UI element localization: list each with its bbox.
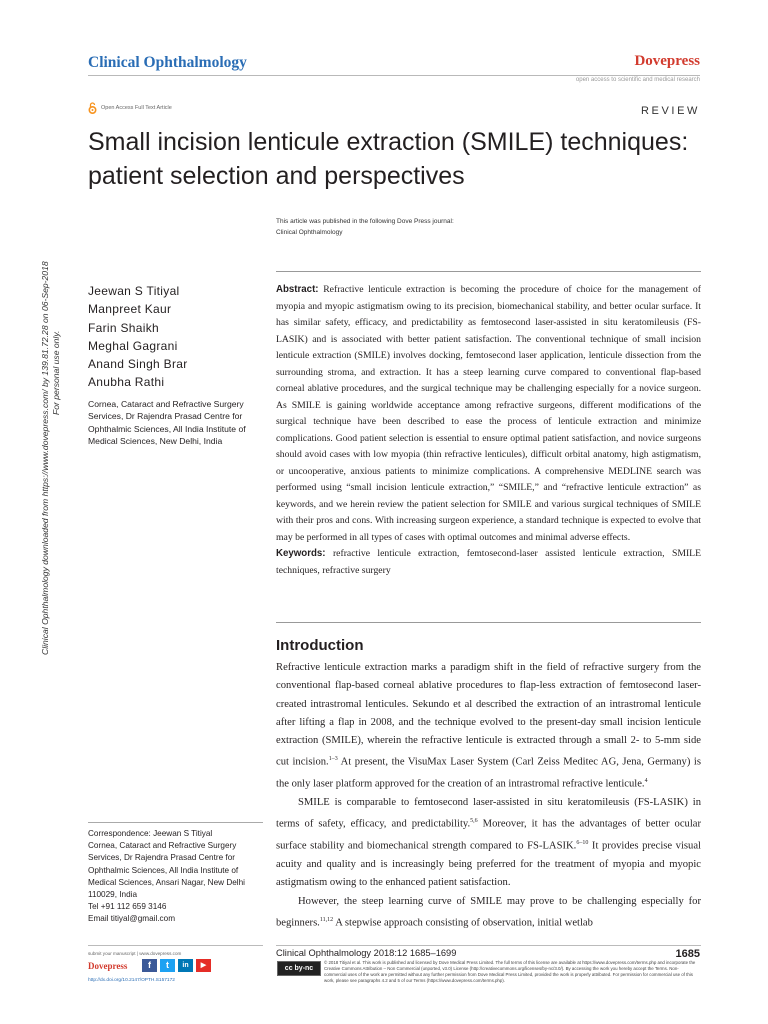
open-access-icon: [88, 102, 97, 114]
paragraph: Refractive lenticule extraction marks a paradigm shift in the field of refractive surgery from the conventional flap-based corneal ablative procedures to flap-less extraction of femtosecond laser-created intrastromal lenticules. Sekundo et al described the extraction of an intrastromal lenticule after lifting a flap in 2008, and the technique evolved to the present-day small incision lenticule extraction (SMILE), wherein the refractive lenticule is extracted through a small 2- to 5-mm side cut incision.$^{1-3}$ At present, the VisuMax Laser System (Carl Zeiss Meditec AG, Jena, Germany) is the only laser platform approved for the creation of an intrastromal refractive lenticule.$^4$: [276, 662, 701, 790]
citation-ref[interactable]: 1–3: [328, 756, 338, 763]
citation-line: Clinical Ophthalmology 2018:12 1685–1699: [276, 948, 457, 958]
paragraph: SMILE is comparable to femtosecond laser-assisted in situ keratomileusis (FS-LASIK) in terms of safety, efficacy, and predictability.$^{5,6}$ Moreover, it has the advantages of better ocular surface stability and biomechanical strength compared to FS-LASIK.$^{6-10}$ It provides precise visual acuity and quality and is increasingly being preferred for the treatment of myopia and myopic astigmatism owing to the enhanced patient satisfaction.: [276, 797, 701, 889]
author: Jeewan S Titiyal: [88, 284, 180, 298]
correspondence-label: Correspondence: Jeewan S Titiyal: [88, 829, 213, 838]
footer-rule: [88, 945, 263, 946]
download-watermark: [30, 205, 60, 655]
correspondence-email[interactable]: Email titiyal@gmail.com: [88, 914, 176, 924]
social-links: [142, 959, 211, 972]
creative-commons-icon[interactable]: cc by-nc: [277, 961, 321, 976]
footer-rule: [276, 945, 701, 946]
linkedin-icon[interactable]: in: [178, 959, 193, 972]
abstract: [276, 282, 701, 579]
citation-ref[interactable]: 4: [644, 778, 648, 785]
correspondence-tel: Tel +91 112 659 3146: [88, 902, 167, 912]
page-number: 1685: [675, 948, 700, 960]
published-note-line: This article was published in the following Dove Press journal:: [276, 218, 454, 225]
dovepress-logo[interactable]: Dovepress: [634, 53, 700, 69]
doi-link[interactable]: http://dx.doi.org/10.2147/OPTH.S157172: [88, 978, 175, 983]
personal-use-note: For personal use only.: [51, 330, 61, 415]
author: Farin Shaikh: [88, 320, 159, 335]
correspondence: [88, 828, 268, 926]
article-title: Small incision lenticule extraction (SMILE) techniques: patient selection and perspectives: [88, 128, 689, 190]
citation-ref[interactable]: 6–10: [576, 840, 589, 847]
abstract-text: Refractive lenticule extraction is becoming the procedure of choice for the management of myopia and myopic astigmatism owing to its precision, biomechanical stability, and better ocular surface. It has similar safety, efficacy, and predictability as femtosecond laser-assisted in situ keratomileusis (FS-LASIK) and is associated with better patient satisfaction. The conventional technique of small incision lenticule extraction (SMILE) involves docking, femtosecond laser application, lenticule dissection from the surrounding stroma, and extraction. It has a steep learning curve compared to conventional flap-based corneal ablative procedures, and the surgical technique may be challenging especially for a novice surgeon. As SMILE is gaining worldwide acceptance among refractive surgeons, different modifications of the surgical technique have been described to ease the process of lenticule extraction and minimize complications. Good patient selection is essential to ensure optimal patient satisfaction, and novice surgeons should avoid cases with low myopia (thin refractive lenticules), difficult orbital anatomy, high astigmatism, or uncooperative, anxious patients to minimize complications. A comprehensive MEDLINE search was performed using “small incision lenticule extraction,” “SMILE,” and “refractive lenticule extraction” as keywords, and we herein review the patient selection for SMILE and various surgical techniques of SMILE with their pros and cons. With increasing surgeon experience, a standard technique is expected to evolve that may be performed in all types of cases with optimal outcomes and minimal adverse effects.: [276, 284, 701, 543]
download-note: Clinical Ophthalmology downloaded from https://www.dovepress.com/ by 139.81.72.28 on 06-Sep-2018: [40, 261, 50, 655]
open-access-label: Open Access Full Text Article: [101, 105, 172, 111]
keywords-label: Keywords:: [276, 548, 326, 559]
twitter-icon[interactable]: t: [160, 959, 175, 972]
open-access-badge: [88, 102, 172, 114]
author-list: [88, 282, 188, 392]
paragraph: However, the steep learning curve of SMILE may prove to be challenging especially for beginners.$^{11,12}$ A stepwise approach consisting of observation, initial wetlab: [276, 895, 701, 929]
license-text: © 2018 Titiyal et al. This work is published and licensed by Dove Medical Press Limited. The full terms of this license are available at https://www.dovepress.com/terms.php and incorporate the Creative Commons Attribution – Non Commercial (unported, v3.0) License (http://creativecommons.org/licenses/by-nc/3.0/). By accessing the work you hereby accept the Terms. Non-commercial uses of the work are permitted without any further permission from Dove Medical Press Limited, provided the work is properly attributed. For permission for commercial use of this work, please see paragraphs 4.2 and 5 of our Terms (https://www.dovepress.com/terms.php).: [324, 960, 696, 983]
abstract-top-rule: [276, 271, 701, 272]
citation-ref[interactable]: 5,6: [470, 818, 478, 825]
published-journal[interactable]: Clinical Ophthalmology: [276, 229, 343, 236]
submit-manuscript-link[interactable]: submit your manuscript | www.dovepress.com: [88, 951, 182, 956]
author: Anand Singh Brar: [88, 357, 188, 372]
journal-name[interactable]: Clinical Ophthalmology: [88, 54, 247, 71]
correspondence-address: Cornea, Cataract and Refractive Surgery Services, Dr Rajendra Prasad Centre for Ophthalmic Sciences, All India Institute of Medical Sciences, Ansari Nagar, New Delhi 110029, India: [88, 841, 245, 900]
author: Meghal Gagrani: [88, 338, 178, 353]
published-note: [276, 216, 454, 238]
youtube-icon[interactable]: ▶: [196, 959, 211, 972]
facebook-icon[interactable]: f: [142, 959, 157, 972]
author: Anubha Rathi: [88, 375, 165, 390]
keywords-text: refractive lenticule extraction, femtosecond-laser assisted lenticule extraction, SMILE techniques, refractive surgery: [276, 548, 702, 576]
brand-tagline: open access to scientific and medical research: [575, 77, 700, 83]
article-type: REVIEW: [641, 105, 700, 117]
citation-ref[interactable]: 11,12: [319, 916, 334, 923]
correspondence-rule: [88, 822, 263, 823]
header-rule: [88, 75, 700, 76]
affiliation: Cornea, Cataract and Refractive Surgery Services, Dr Rajendra Prasad Centre for Ophthalmic Sciences, All India Institute of Medical Sciences, New Delhi, India: [88, 399, 246, 446]
author: Manpreet Kaur: [88, 302, 172, 317]
abstract-bottom-rule: [276, 622, 701, 623]
introduction-body: [276, 659, 701, 933]
abstract-label: Abstract:: [276, 284, 319, 295]
section-heading: Introduction: [276, 637, 364, 654]
dovepress-footer-logo[interactable]: Dovepress: [88, 961, 128, 971]
